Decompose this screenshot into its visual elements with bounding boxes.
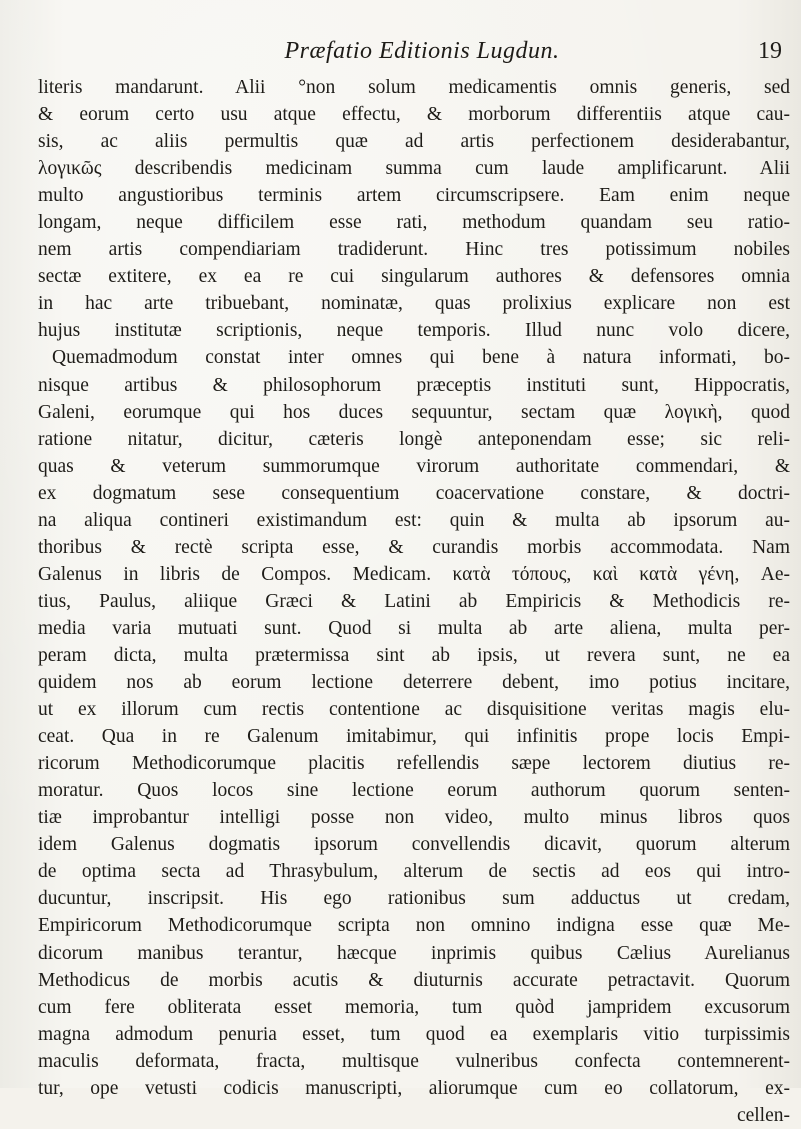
text-line: tius, Paulus, aliique Græci & Latini ab Empiricis & Methodicis re- [38, 590, 790, 612]
text-line: & eorum certo usu atque effectu, & morborum differentiis atque cau- [38, 104, 790, 126]
page-header [62, 38, 782, 72]
text-line: peram dicta, multa prætermissa sint ab ipsis, ut revera sunt, ne ea [38, 644, 790, 666]
text-line: Quemadmodum constat inter omnes qui bene à natura informati, bo- [52, 347, 790, 369]
page-number: 19 [758, 38, 782, 64]
text-line: na aliqua contineri existimandum est: quin & multa ab ipsorum au- [38, 509, 790, 531]
body-text [38, 74, 790, 1129]
text-line: Empiricorum Methodicorumque scripta non omnino indigna esse quæ Me- [38, 915, 790, 937]
text-line: sis, ac aliis permultis quæ ad artis perfectionem desiderabantur, [38, 131, 790, 153]
running-title: Præfatio Editionis Lugdun. [284, 38, 560, 64]
text-line: moratur. Quos locos sine lectione eorum authorum quorum senten- [38, 780, 790, 802]
text-line: dicorum manibus terantur, hæcque inprimis quibus Cælius Aurelianus [38, 942, 790, 964]
text-line: literis mandarunt. Alii °non solum medicamentis omnis generis, sed [38, 77, 790, 98]
text-line: Methodicus de morbis acutis & diuturnis accurate petractavit. Quorum [38, 969, 790, 991]
text-line: ducuntur, inscripsit. His ego rationibus sum adductus ut credam, [38, 888, 790, 910]
text-line: λογικῶς describendis medicinam summa cum laude amplificarunt. Alii [38, 158, 790, 180]
text-line: Galeni, eorumque qui hos duces sequuntur, sectam quæ λογικὴ, quod [38, 401, 790, 423]
text-line: maculis deformata, fracta, multisque vulneribus confecta contemnerent- [38, 1050, 790, 1072]
text-line: nem artis compendiariam tradiderunt. Hinc tres potissimum nobiles [38, 239, 790, 261]
text-line: multo angustioribus terminis artem circumscripsere. Eam enim neque [38, 185, 790, 207]
text-line: sectæ extitere, ex ea re cui singularum authores & defensores omnia [38, 266, 790, 288]
text-line: longam, neque difficilem esse rati, methodum quandam seu ratio- [38, 212, 790, 234]
text-line: cum fere obliterata esset memoria, tum quòd jampridem excusorum [38, 996, 790, 1018]
text-line: idem Galenus dogmatis ipsorum convellendis dicavit, quorum alterum [38, 834, 790, 856]
text-line: Galenus in libris de Compos. Medicam. κατὰ τόπους, καὶ κατὰ γένη, Ae- [38, 563, 790, 585]
text-line: tur, ope vetusti codicis manuscripti, aliorumque cum eo collatorum, ex- [38, 1077, 790, 1099]
text-line: tiæ improbantur intelligi posse non video, multo minus libros quos [38, 807, 790, 829]
text-line: in hac arte tribuebant, nominatæ, quas prolixius explicare non est [38, 293, 790, 315]
text-line: nisque artibus & philosophorum præceptis instituti sunt, Hippocratis, [38, 374, 790, 396]
text-line: ut ex illorum cum rectis contentione ac disquisitione veritas magis elu- [38, 699, 790, 721]
text-line: ratione nitatur, dicitur, cæteris longè anteponendam esse; sic reli- [38, 428, 790, 450]
text-line: cellen- [736, 1104, 790, 1126]
text-line: hujus institutæ scriptionis, neque temporis. Illud nunc volo dicere, [38, 320, 790, 342]
text-line: ricorum Methodicorumque placitis refellendis sæpe lectorem diutius re- [38, 753, 790, 775]
text-line: ex dogmatum sese consequentium coacervatione constare, & doctri- [38, 482, 790, 504]
text-line: thoribus & rectè scripta esse, & curandis morbis accommodata. Nam [38, 536, 790, 558]
text-line: magna admodum penuria esset, tum quod ea exemplaris vitio turpissimis [38, 1023, 790, 1045]
text-line: quidem nos ab eorum lectione deterrere debent, imo potius incitare, [38, 672, 790, 694]
text-line: de optima secta ad Thrasybulum, alterum de sectis ad eos qui intro- [38, 861, 790, 883]
text-line: ceat. Qua in re Galenum imitabimur, qui infinitis prope locis Empi- [38, 726, 790, 748]
text-line: quas & veterum summorumque virorum authoritate commendari, & [38, 455, 790, 477]
text-line: media varia mutuati sunt. Quod si multa ab arte aliena, multa per- [38, 617, 790, 639]
